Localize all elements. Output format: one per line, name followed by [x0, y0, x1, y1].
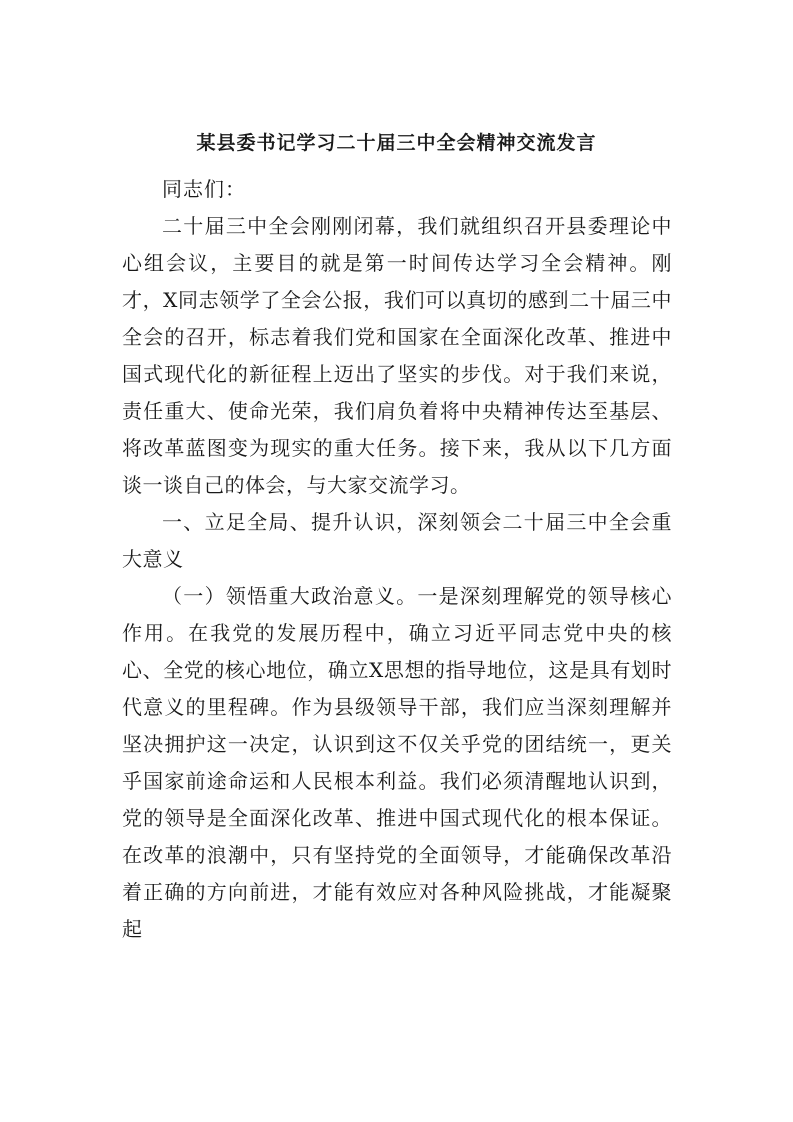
paragraph-subsection-1: （一）领悟重大政治意义。一是深刻理解党的领导核心作用。在我党的发展历程中，确立习近平同志党中央的核心、全党的核心地位，确立X思想的指导地位，这是具有划时代意义的里程碑。作为县级领导干部，我们应当深刻理解并坚决拥护这一决定，认识到这不仅关乎党的团结统一，更关乎国家前途命运和人民根本利益。我们必须清醒地认识到，党的领导是全面深化改革、推进中国式现代化的根本保证。在改革的浪潮中，只有坚持党的全面领导，才能确保改革沿着正确的方向前进，才能有效应对各种风险挑战，才能凝聚起	[122, 584, 672, 941]
document-title: 某县委书记学习二十届三中全会精神交流发言	[196, 132, 597, 154]
section-heading-1: 一、立足全局、提升认识，深刻领会二十届三中全会重大意义	[122, 510, 672, 571]
document-body	[122, 208, 672, 948]
paragraph-intro: 二十届三中全会刚刚闭幕，我们就组织召开县委理论中心组会议，主要目的就是第一时间传达学习全会精神。刚才，X同志领学了全会公报，我们可以真切的感到二十届三中全会的召开，标志着我们党和国家在全面深化改革、推进中国式现代化的新征程上迈出了坚实的步伐。对于我们来说，责任重大、使命光荣，我们肩负着将中央精神传达至基层、将改革蓝图变为现实的重大任务。接下来，我从以下几方面谈一谈自己的体会，与大家交流学习。	[122, 214, 672, 497]
salutation: 同志们：	[162, 177, 246, 201]
